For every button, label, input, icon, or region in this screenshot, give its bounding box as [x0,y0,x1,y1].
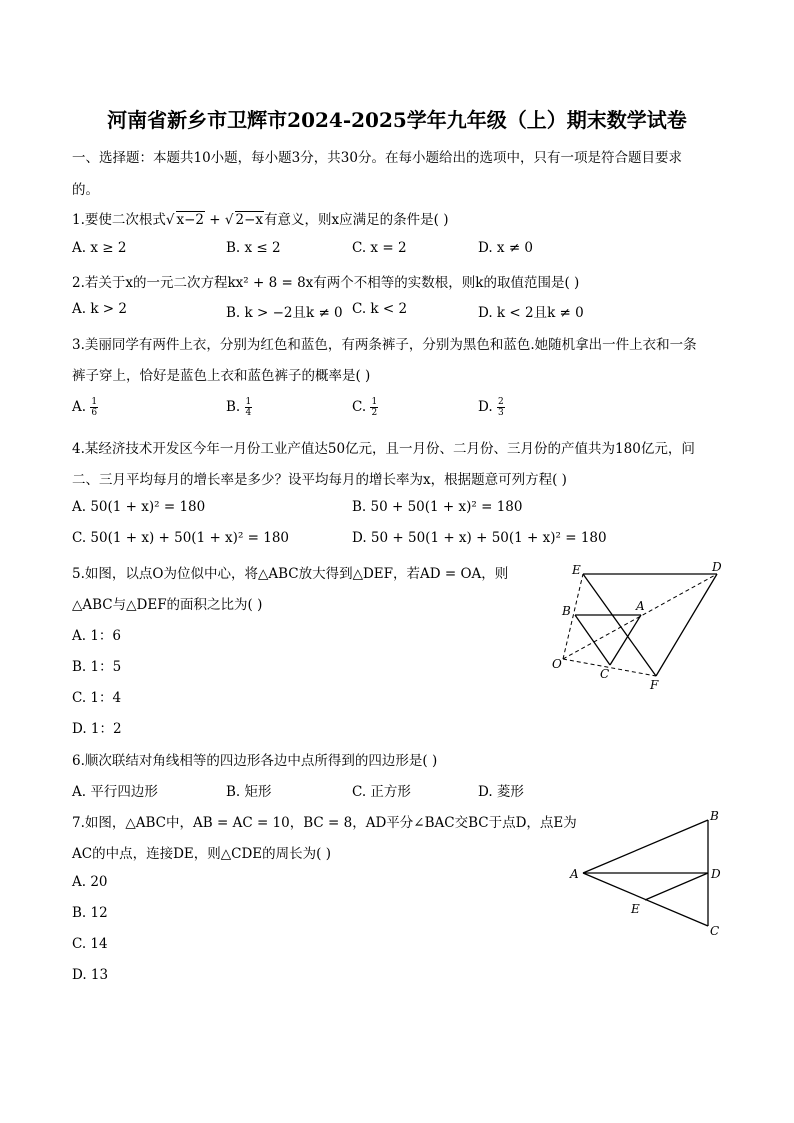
ray-OF [563,659,656,676]
q1-radicand-2: 2−x [235,212,264,228]
line-DE [645,873,708,900]
q4-option-d: D. 50 + 50(1 + x) + 50(1 + x)² = 180 [352,530,607,546]
label-C: C [710,924,720,938]
q5-option-a: A. 1：6 [72,628,122,644]
line-AC [610,615,641,665]
q5-option-b: B. 1：5 [72,659,122,675]
line-BC [575,615,610,665]
line-EF [583,574,656,676]
q5-option-c: C. 1：4 [72,690,122,706]
label-B: B [562,604,571,618]
label-C: C [600,667,610,681]
section-heading-line2: 的。 [72,182,99,198]
q5-stem-line2: △ABC与△DEF的面积之比为( ) [72,597,263,613]
q4-stem-line1: 4.某经济技术开发区今年一月份工业产值达50亿元，且一月份、二月份、三月份的产值共为180亿元，问 [72,441,695,457]
q5-stem-line1: 5.如图，以点O为位似中心，将△ABC放大得到△DEF，若AD = OA，则 [72,566,509,582]
ray-OD [563,574,717,659]
q2-option-d: D. k < 2且k ≠ 0 [478,305,584,321]
q3-stem-line1: 3.美丽同学有两件上衣，分别为红色和蓝色，有两条裤子，分别为黑色和蓝色.她随机拿出一件上衣和一条 [72,337,697,353]
fraction: $\frac{1}{4}$ [245,397,252,418]
q6-option-b: B. 矩形 [226,784,272,800]
q1-option-d: D. x ≠ 0 [478,240,534,256]
label-E: E [631,902,640,916]
q4-option-b: B. 50 + 50(1 + x)² = 180 [352,499,523,515]
q1-stem [72,208,449,228]
page-title: 河南省新乡市卫辉市2024-2025学年九年级（上）期末数学试卷 [107,108,687,132]
section-heading-line1: 一、选择题：本题共10小题，每小题3分，共30分。在每小题给出的选项中，只有一项是符合题目要求 [72,150,682,166]
q4-stem-line2: 二、三月平均每月的增长率是多少？设平均每月的增长率为x，根据题意可列方程( ) [72,472,567,488]
q7-option-d: D. 13 [72,967,109,983]
q1-option-b: B. x ≤ 2 [226,240,281,256]
fraction: $\frac{1}{2}$ [371,397,378,418]
label-A: A [570,867,579,881]
q5-figure [545,556,735,696]
q5-option-d: D. 1：2 [72,721,122,737]
line-AB [583,820,708,873]
q2-option-b: B. k > −2且k ≠ 0 [226,305,343,321]
q4-option-a: A. 50(1 + x)² = 180 [72,499,206,515]
q7-option-c: C. 14 [72,936,108,952]
q7-figure [565,805,735,945]
fraction: $\frac{2}{3}$ [497,397,504,418]
q1-option-a: A. x ≥ 2 [72,240,127,256]
q6-option-c: C. 正方形 [352,784,411,800]
q3-option-d: D. $\frac{2}{3}$ [478,397,504,418]
q3-option-c: C. $\frac{1}{2}$ [352,397,378,418]
q1-radicand-1: x−2 [176,212,205,228]
q6-option-a: A. 平行四边形 [72,784,158,800]
q1-stem-b: 有意义，则x应满足的条件是( ) [264,212,449,228]
sqrt-symbol-2: √ [224,212,234,228]
q6-stem: 6.顺次联结对角线相等的四边形各边中点所得到的四边形是( ) [72,753,438,769]
label-O: O [552,657,562,671]
q2-option-a: A. k > 2 [72,301,127,317]
label-D: D [711,867,721,881]
label-A: A [636,599,645,613]
q4-option-c: C. 50(1 + x) + 50(1 + x)² = 180 [72,530,290,546]
label-E: E [572,563,581,577]
sqrt-symbol-1: √ [165,212,175,228]
label-D: D [712,560,722,574]
q6-option-d: D. 菱形 [478,784,524,800]
label-B: B [710,809,719,823]
q7-stem-line1: 7.如图，△ABC中，AB = AC = 10，BC = 8，AD平分∠BAC交BC于点D，点E为 [72,815,577,831]
fraction: $\frac{1}{6}$ [91,397,98,418]
q7-option-b: B. 12 [72,905,108,921]
q3-option-b: B. $\frac{1}{4}$ [226,397,252,418]
q2-stem: 2.若关于x的一元二次方程kx² + 8 = 8x有两个不相等的实数根，则k的取值范围是( ) [72,275,580,291]
q2-option-c: C. k < 2 [352,301,408,317]
q3-option-a: A. $\frac{1}{6}$ [72,397,98,418]
q1-option-c: C. x = 2 [352,240,407,256]
q3-stem-line2: 裤子穿上，恰好是蓝色上衣和蓝色裤子的概率是( ) [72,368,371,384]
line-DF [656,574,717,676]
q1-stem-a: 1.要使二次根式 [72,212,166,228]
q7-option-a: A. 20 [72,874,108,890]
q7-stem-line2: AC的中点，连接DE，则△CDE的周长为( ) [72,846,331,862]
q1-plus: + [205,212,225,228]
label-F: F [650,678,659,692]
